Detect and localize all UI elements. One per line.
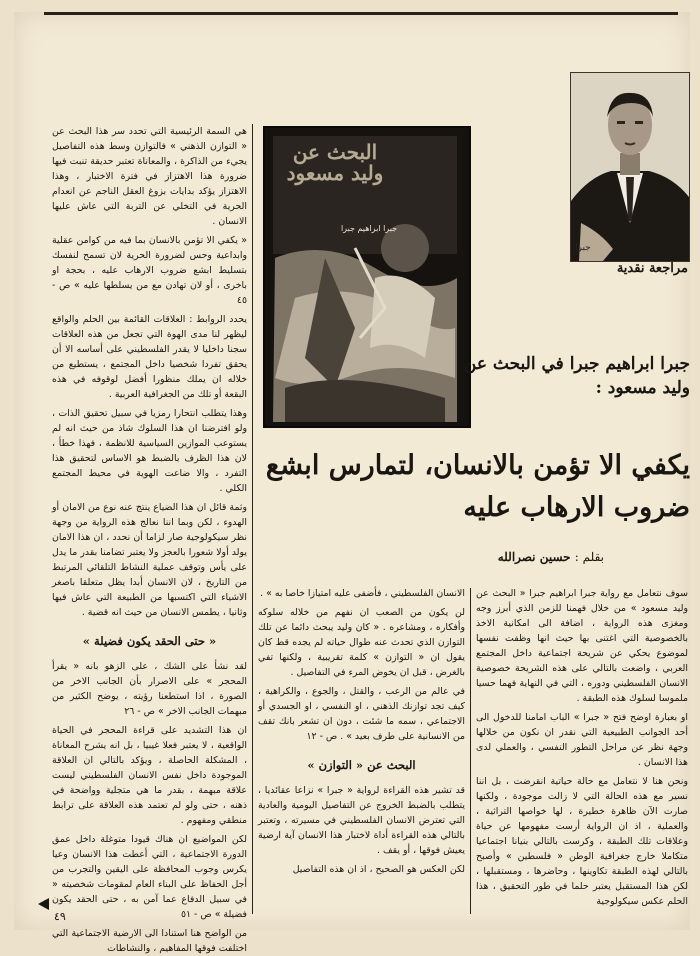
paragraph: سوف نتعامل مع رواية جبرا ابراهيم جبرا « البحث عن وليد مسعود » من خلال فهمنا للزمن الذي أبرز وجه ومغزى هذه الرواية ، اضافة الى امكانية الاخذ بالخصوصية التي اغتنى بها حيث انها وظفت نفسها لموضوع يحكي عن شريحة اجتماعية داخل المجتمع العربي ، واضعت بالتالي على هذه الشريحة خصوصية الانسان الفلسطيني ودوره ، التي في النهاية فهما حسيا ملموسا لسلوك هذه الطبقة . xyxy=(476,588,688,704)
page-number: ٤٩ xyxy=(54,910,66,923)
book-cover-title: البحث عن وليد مسعود xyxy=(286,140,384,185)
byline-name: حسين نصرالله xyxy=(497,550,571,564)
paragraph: في عالم من الرعب ، والقتل ، والجوع ، والكراهية ، كيف تجد توازنك الذهني ، او النفسي ، او الجسدي أو الاجتماعي ، سمه ما شئت ، دون ان تشعر بانك تقف من الانسانية على طرف بعيد » . ص - ١٢ xyxy=(258,686,465,742)
paragraph: ان هذا التشديد على قراءة المحجر في الحياة الواقعية ، لا يعتبر فعلا غيبيا ، بل انه يشرح المعاناة ، المشكلة الحاصلة ، ويؤكد بالتالي ان العلاقة الموجودة داخل نفس الانسان الفلسطيني ليست علاقة مبهمة ، بقدر ما هي متجلية وواضحة في ذهنه ، حتى ولو لم تعتمد هذه العلاقة على ترابط منطقي ومفهوم . xyxy=(52,725,247,826)
column-divider-right xyxy=(470,588,471,914)
book-cover xyxy=(263,126,471,428)
continue-arrow-icon xyxy=(38,898,49,910)
article-column-left xyxy=(52,124,247,954)
byline xyxy=(404,550,604,564)
paragraph: لكن العكس هو الصحيح ، اذ ان هذه التفاصيل xyxy=(292,864,465,875)
paragraph: وثمة قائل ان هذا الضياع ينتج عنه نوع من الامان أو الهدوء ، لكن وبما اننا نعالج هذه الرواية من وجهة نظر سيكولوجية صار لزاما أن نحدد ، ان هذا الامان يولد أولا شعورا بالعجز ولا يعتبر تضامنا بقدر ما يدل على يأس وتوقف عملية النشاط التلقائي المرتبط من التاريخ ، لان الانسان أبدا يظل متعلقا باصغر الاشياء التي اكتسبها من الطبيعة التي عاش فيها وثانيا ، يطمس الانسان من حيث انه قضية . xyxy=(52,502,247,618)
paragraph: « يكفي الا تؤمن بالانسان بما فيه من كوامن عقلية وابداعية وحس لضرورة الحرية لان تسمح لنفسك بتسليط ابشع ضروب الارهاب عليه ، بحجة او باخرى ، أو لان تهادن مع من يسلطها عليه » ص - ٤٥ xyxy=(52,235,247,306)
section-kicker: مراجعة نقدية xyxy=(616,261,688,276)
paragraph: من الواضح هنا استنادا الى الارضية الاجتماعية التي اختلفت فوقها المفاهيم ، والنشاطات xyxy=(52,928,247,954)
paragraph: وهذا يتطلب انتحارا رمزيا في سبيل تحقيق الذات ، ولو افترضنا ان هذا السلوك شاذ من حيث انه لم يستوعب الموازين السياسية للانظمة ، فهذا خطأ ، لان هذا الظرف بالضبط هو الاساس لتحقيق هذا التفرد ، والا ضاعت الهوية في محيط المجتمع الكلي . xyxy=(52,408,247,494)
article-column-right xyxy=(476,586,688,916)
paragraph: هي السمة الرئيسية التي تحدد سر هذا البحث عن « التوازن الذهني » فالتوازن وسط هذه التفاصيل يجيء من الذاكرة ، والمعاناة تعتبر حديقة تنبت فيها ضرورة هذا الاهتزاز في فترة الاختبار ، وهذا الاهتزاز يؤكد بدايات بزوغ العقل الناجم عن انعدام الحرية في التخلي عن التربة التي عاش عليها الانسان . xyxy=(52,126,247,227)
author-portrait-image xyxy=(571,73,689,261)
magazine-page xyxy=(14,12,690,954)
paragraph: الانسان الفلسطيني ، فأضفى عليه امتيازا خاصا به » . xyxy=(260,588,465,599)
headline: يكفي الا تؤمن بالانسان، لتمارس ابشع ضروب الارهاب عليه xyxy=(265,450,690,523)
paragraph: لقد نشأ على الشك ، على الزهو بانه « يقرأ المحجر » على الاصرار بأن الجانب الاخر من الصورة ، اذا استطعنا رؤيته ، يوضح الكثير من مبهمات الجانب الاخر » ص - ٢٦ xyxy=(52,661,247,717)
book-cover-author: جبرا ابراهيم جبرا xyxy=(340,224,398,233)
paragraph: لكن المواضيع ان هناك قيودا متوغلة داخل عمق الدورة الاجتماعية ، التي أعطت هذا الانسان وعيا يكرس وجوب المحافظة على اليقين والتجرب من أجل الحفاظ على البناء العام لمقومات شخصيته « في سبيل الدفاع عما آمن به ، حتى الحقد يكون فضيلة » ص - ٥١ xyxy=(52,834,247,920)
paragraph: لن يكون من الصعب ان نفهم من خلاله سلوكه وأفكاره ، ومشاعره . « كان وليد يبحث دائما عن تلك التوازن الذي تحدث عنه طوال حياته لم يجده قط كان يقول ان « التوازن » كلمة تقريبية ، ولكنها تفي بالغرض ، قبل ان يخوض المرء في التفاصيل . xyxy=(258,607,465,678)
section-title-hatred: « حتى الحقد يكون فضيلة » xyxy=(82,634,217,648)
paragraph: قد تشير هذه القراءة لرواية « جبرا » نزاعا عقائديا ، يتطلب بالضبط الخروج عن التفاصيل اليومية والعادية التي تعترض الانسان الفلسطيني في مسيرته ، وتعتبر بالتالي هذه القراءة أداة لاختبار هذا الانسان آية ارضية يعيش فوقها ، أو يقف . xyxy=(258,785,465,856)
paragraph: ونحن هنا لا نتعامل مع حالة حياتية انقرضت ، بل اننا نسير مع هذه الحالة التي لا زالت موجودة ، ولكنها صارت الآن ظاهرة خطيرة ، لها خواصها التراثية ، والعملية ، اذ ان الرواية أرست مفهومها عن حياة وعلاقات تلك الطبقة ، وكرست بالتالي بنيانا اجتماعيا متكاملا خارج جغرافية الوطن « فلسطين » وأصبح بالتالي لهذه الطبقة تكاوينها ، وحاضرها ، ومستقبلها ، لكن هذا المستقبل يعتبر حلما في طور التحقيق ، هذا الحلم عكس سيكولوجية xyxy=(476,776,688,907)
author-photo xyxy=(570,72,690,262)
paragraph: او بعبارة اوضح فتح « جبرا » الباب امامنا للدخول الى أحد الجوانب الطبيعية التي نقدر ان نكون من خلالها وجهة نظر عن مراحل التطور النفسي ، والعملي لدى هذا الانسان . xyxy=(476,712,688,768)
photo-credit: جبرا xyxy=(575,243,591,253)
paragraph: يحدد الروابط : العلاقات القائمة بين الحلم والواقع ليظهر لنا مدى الهوة التي تجعل من هذه العلاقات سجنا داخليا لا يقدر الفلسطيني على أساسه الا أن يحقق تفردا شخصيا داخل المجتمع ، يستطيع من خلاله ان يملك منظورا أفضل لوقوفه في هذه البقعة أو تلك من الجغرافية العربية . xyxy=(52,314,247,400)
article-column-middle xyxy=(258,586,465,916)
top-rule xyxy=(44,12,678,15)
byline-label: بقلم : xyxy=(574,550,604,564)
section-title-balance: البحث عن « التوازن » xyxy=(307,758,416,772)
column-divider-left xyxy=(252,124,253,914)
subheadline: جبرا ابراهيم جبرا في البحث عن وليد مسعود : xyxy=(463,354,690,398)
